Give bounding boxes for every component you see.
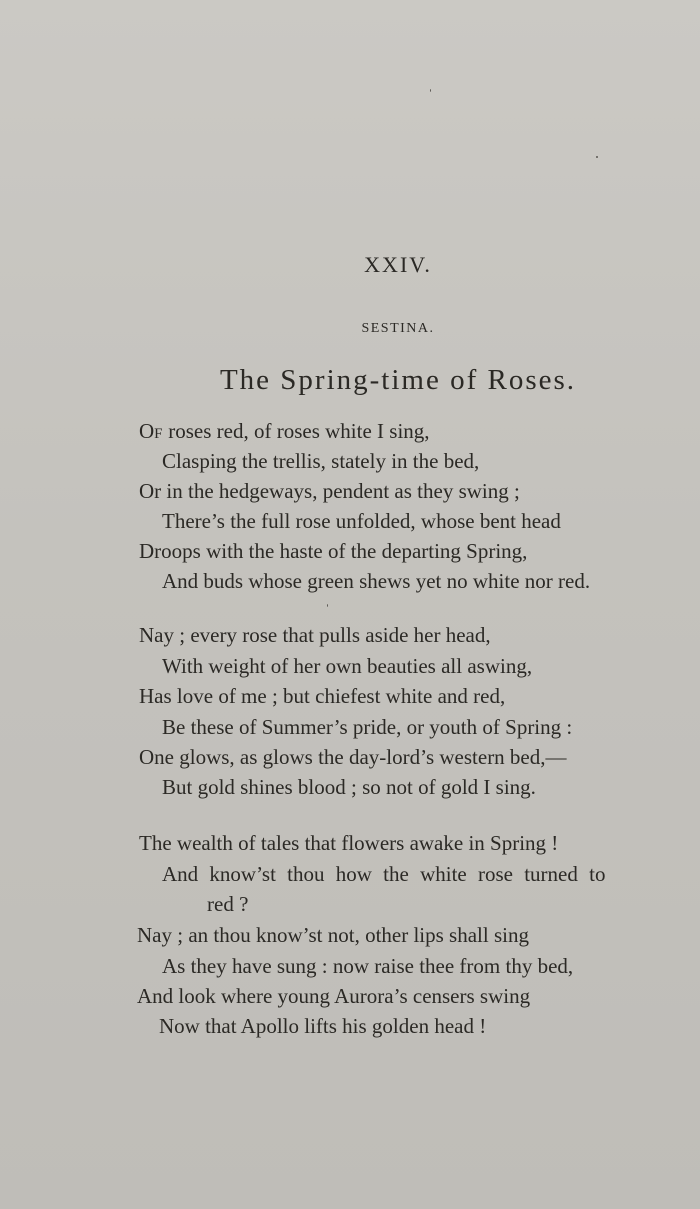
- stanza-2-line-1: Nay ; every rose that pulls aside her head,: [139, 623, 491, 647]
- stanza-2-line-5: One glows, as glows the day-lord’s western bed,—: [139, 745, 567, 769]
- stanza-3-line-1: The wealth of tales that flowers awake in Spring !: [139, 831, 559, 855]
- stanza-3-line-6: Now that Apollo lifts his golden head !: [159, 1014, 487, 1038]
- stanza-3-line-3: Nay ; an thou know’st not, other lips shall sing: [137, 923, 529, 947]
- stanza-3-line-4: As they have sung : now raise thee from thy bed,: [162, 954, 574, 978]
- stanza-2-line-3: Has love of me ; but chiefest white and red,: [139, 684, 506, 708]
- dropcap-letter: O: [139, 419, 155, 443]
- stanza-1-line-2: Clasping the trellis, stately in the bed,: [162, 449, 480, 473]
- poem-number: XXIV.: [364, 252, 432, 277]
- stanza-3-line-5: And look where young Aurora’s censers swing: [137, 984, 531, 1008]
- stanza-2-line-2: With weight of her own beauties all aswing,: [162, 654, 533, 678]
- paper-speck: [327, 604, 328, 607]
- stanza-1-line-5: Droops with the haste of the departing Spring,: [139, 539, 528, 563]
- line-text: roses red, of roses white I sing,: [163, 419, 430, 443]
- poem-title: The Spring-time of Roses.: [219, 364, 577, 396]
- poem-form: SESTINA.: [361, 321, 435, 336]
- paper-speck: [430, 89, 431, 92]
- smallcaps-letters: F: [154, 426, 164, 442]
- stanza-1-line-3: Or in the hedgeways, pendent as they swing ;: [139, 479, 520, 503]
- stanza-3-line-2-continuation: red ?: [207, 892, 249, 916]
- stanza-2-line-6: But gold shines blood ; so not of gold I sing.: [162, 775, 536, 799]
- stanza-3-line-2: And know’st thou how the white rose turned to: [162, 862, 606, 886]
- stanza-1-line-4: There’s the full rose unfolded, whose bent head: [162, 509, 561, 533]
- stanza-1-line-1: [139, 416, 430, 449]
- paper-speck: [596, 156, 598, 158]
- stanza-2-line-4: Be these of Summer’s pride, or youth of Spring :: [162, 715, 573, 739]
- stanza-1-line-6: And buds whose green shews yet no white nor red.: [162, 569, 591, 593]
